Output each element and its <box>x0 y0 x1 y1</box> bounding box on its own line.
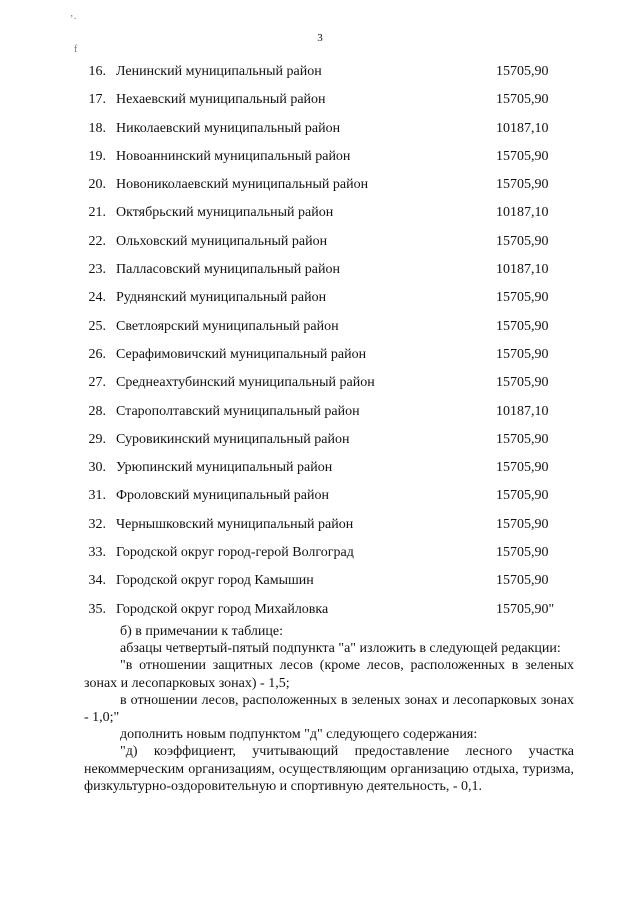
district-name: Старополтавский муниципальный район <box>116 403 360 419</box>
row-number: 34. <box>88 573 106 589</box>
rate-value: 15705,90 <box>496 431 549 447</box>
rate-value: 15705,90 <box>496 148 549 164</box>
district-name: Новоаннинский муниципальный район <box>116 148 351 164</box>
table-row <box>0 171 640 199</box>
rate-value: 15705,90 <box>496 64 549 79</box>
rate-value: 15705,90 <box>496 573 549 589</box>
rate-value: 15705,90 <box>496 233 549 249</box>
row-number: 23. <box>88 262 106 278</box>
row-number: 20. <box>88 177 106 193</box>
table-row <box>0 369 640 397</box>
rate-value: 15705,90 <box>496 177 549 193</box>
row-number: 19. <box>88 148 106 164</box>
table-row <box>0 256 640 284</box>
table-row <box>0 454 640 482</box>
rate-value: 15705,90" <box>496 601 555 617</box>
table-row <box>0 143 640 171</box>
table-row <box>0 567 640 595</box>
paragraph: дополнить новым подпунктом "д" следующего содержания: <box>120 727 478 743</box>
rate-value: 15705,90 <box>496 375 549 391</box>
row-number: 27. <box>88 375 106 391</box>
row-number: 35. <box>88 601 106 617</box>
district-name: Новониколаевский муниципальный район <box>116 177 369 193</box>
table-row <box>0 228 640 256</box>
paragraph: в отношении лесов, расположенных в зеленых зонах и лесопарковых зонах - 1,0;" <box>84 692 574 726</box>
district-name: Городской округ город Камышин <box>116 573 314 589</box>
district-name: Палласовский муниципальный район <box>116 262 340 278</box>
page-number: 3 <box>317 32 323 44</box>
district-name: Руднянский муниципальный район <box>116 290 327 306</box>
table-row <box>0 511 640 539</box>
district-name: Фроловский муниципальный район <box>116 488 330 504</box>
district-table <box>0 58 640 624</box>
row-number: 28. <box>88 403 106 419</box>
table-row <box>0 58 640 86</box>
table-row <box>0 398 640 426</box>
rate-value: 15705,90 <box>496 488 549 504</box>
rate-value: 10187,10 <box>496 120 549 136</box>
rate-value: 15705,90 <box>496 318 549 334</box>
row-number: 33. <box>88 545 106 561</box>
rate-value: 10187,10 <box>496 205 549 221</box>
note-text <box>84 623 574 795</box>
district-name: Ольховский муниципальный район <box>116 233 328 249</box>
table-row <box>0 341 640 369</box>
district-name: Серафимовичский муниципальный район <box>116 346 367 362</box>
row-number: 17. <box>88 92 106 108</box>
scan-mark: ʼ· <box>70 14 77 25</box>
rate-value: 10187,10 <box>496 403 549 419</box>
row-number: 26. <box>88 346 106 362</box>
rate-value: 15705,90 <box>496 92 549 108</box>
row-number: 22. <box>88 233 106 249</box>
table-row <box>0 482 640 510</box>
district-name: Городской округ город Михайловка <box>116 601 329 617</box>
scan-mark: f <box>74 44 78 55</box>
table-row <box>0 284 640 312</box>
table-row <box>0 426 640 454</box>
row-number: 31. <box>88 488 106 504</box>
district-name: Октябрьский муниципальный район <box>116 205 334 221</box>
district-name: Среднеахтубинский муниципальный район <box>116 375 375 391</box>
table-row <box>0 539 640 567</box>
row-number: 18. <box>88 120 106 136</box>
row-number: 32. <box>88 516 106 532</box>
row-number: 29. <box>88 431 106 447</box>
paragraph: "в отношении защитных лесов (кроме лесов, расположенных в зеленых зонах и лесопарковых зонах) - 1,5; <box>84 658 574 691</box>
row-number: 16. <box>88 64 106 79</box>
district-name: Чернышковский муниципальный район <box>116 516 354 532</box>
table-row <box>0 199 640 227</box>
rate-value: 15705,90 <box>496 460 549 476</box>
row-number: 24. <box>88 290 106 306</box>
table-row <box>0 313 640 341</box>
row-number: 21. <box>88 205 106 221</box>
row-number: 25. <box>88 318 106 334</box>
district-name: Николаевский муниципальный район <box>116 120 341 136</box>
row-number: 30. <box>88 460 106 476</box>
district-name: Нехаевский муниципальный район <box>116 92 326 108</box>
rate-value: 15705,90 <box>496 346 549 362</box>
paragraph: "д) коэффициент, учитывающий предоставление лесного участка некоммерческим организациям, осуществляющим организацию отдыха, туризма, физкультурно-оздоровительную и спортивную деятельность, - 0,1. <box>84 744 574 794</box>
paragraph: б) в примечании к таблице: <box>120 624 283 639</box>
rate-value: 15705,90 <box>496 516 549 532</box>
rate-value: 10187,10 <box>496 262 549 278</box>
district-name: Суровикинский муниципальный район <box>116 431 350 447</box>
table-row <box>0 115 640 143</box>
paragraph: абзацы четвертый-пятый подпункта "а" изложить в следующей редакции: <box>120 641 561 657</box>
rate-value: 15705,90 <box>496 290 549 306</box>
district-name: Светлоярский муниципальный район <box>116 318 339 334</box>
table-row <box>0 86 640 114</box>
table-row <box>0 596 640 624</box>
district-name: Ленинский муниципальный район <box>116 64 322 79</box>
district-name: Городской округ город-герой Волгоград <box>116 545 354 561</box>
district-name: Урюпинский муниципальный район <box>116 460 333 476</box>
rate-value: 15705,90 <box>496 545 549 561</box>
